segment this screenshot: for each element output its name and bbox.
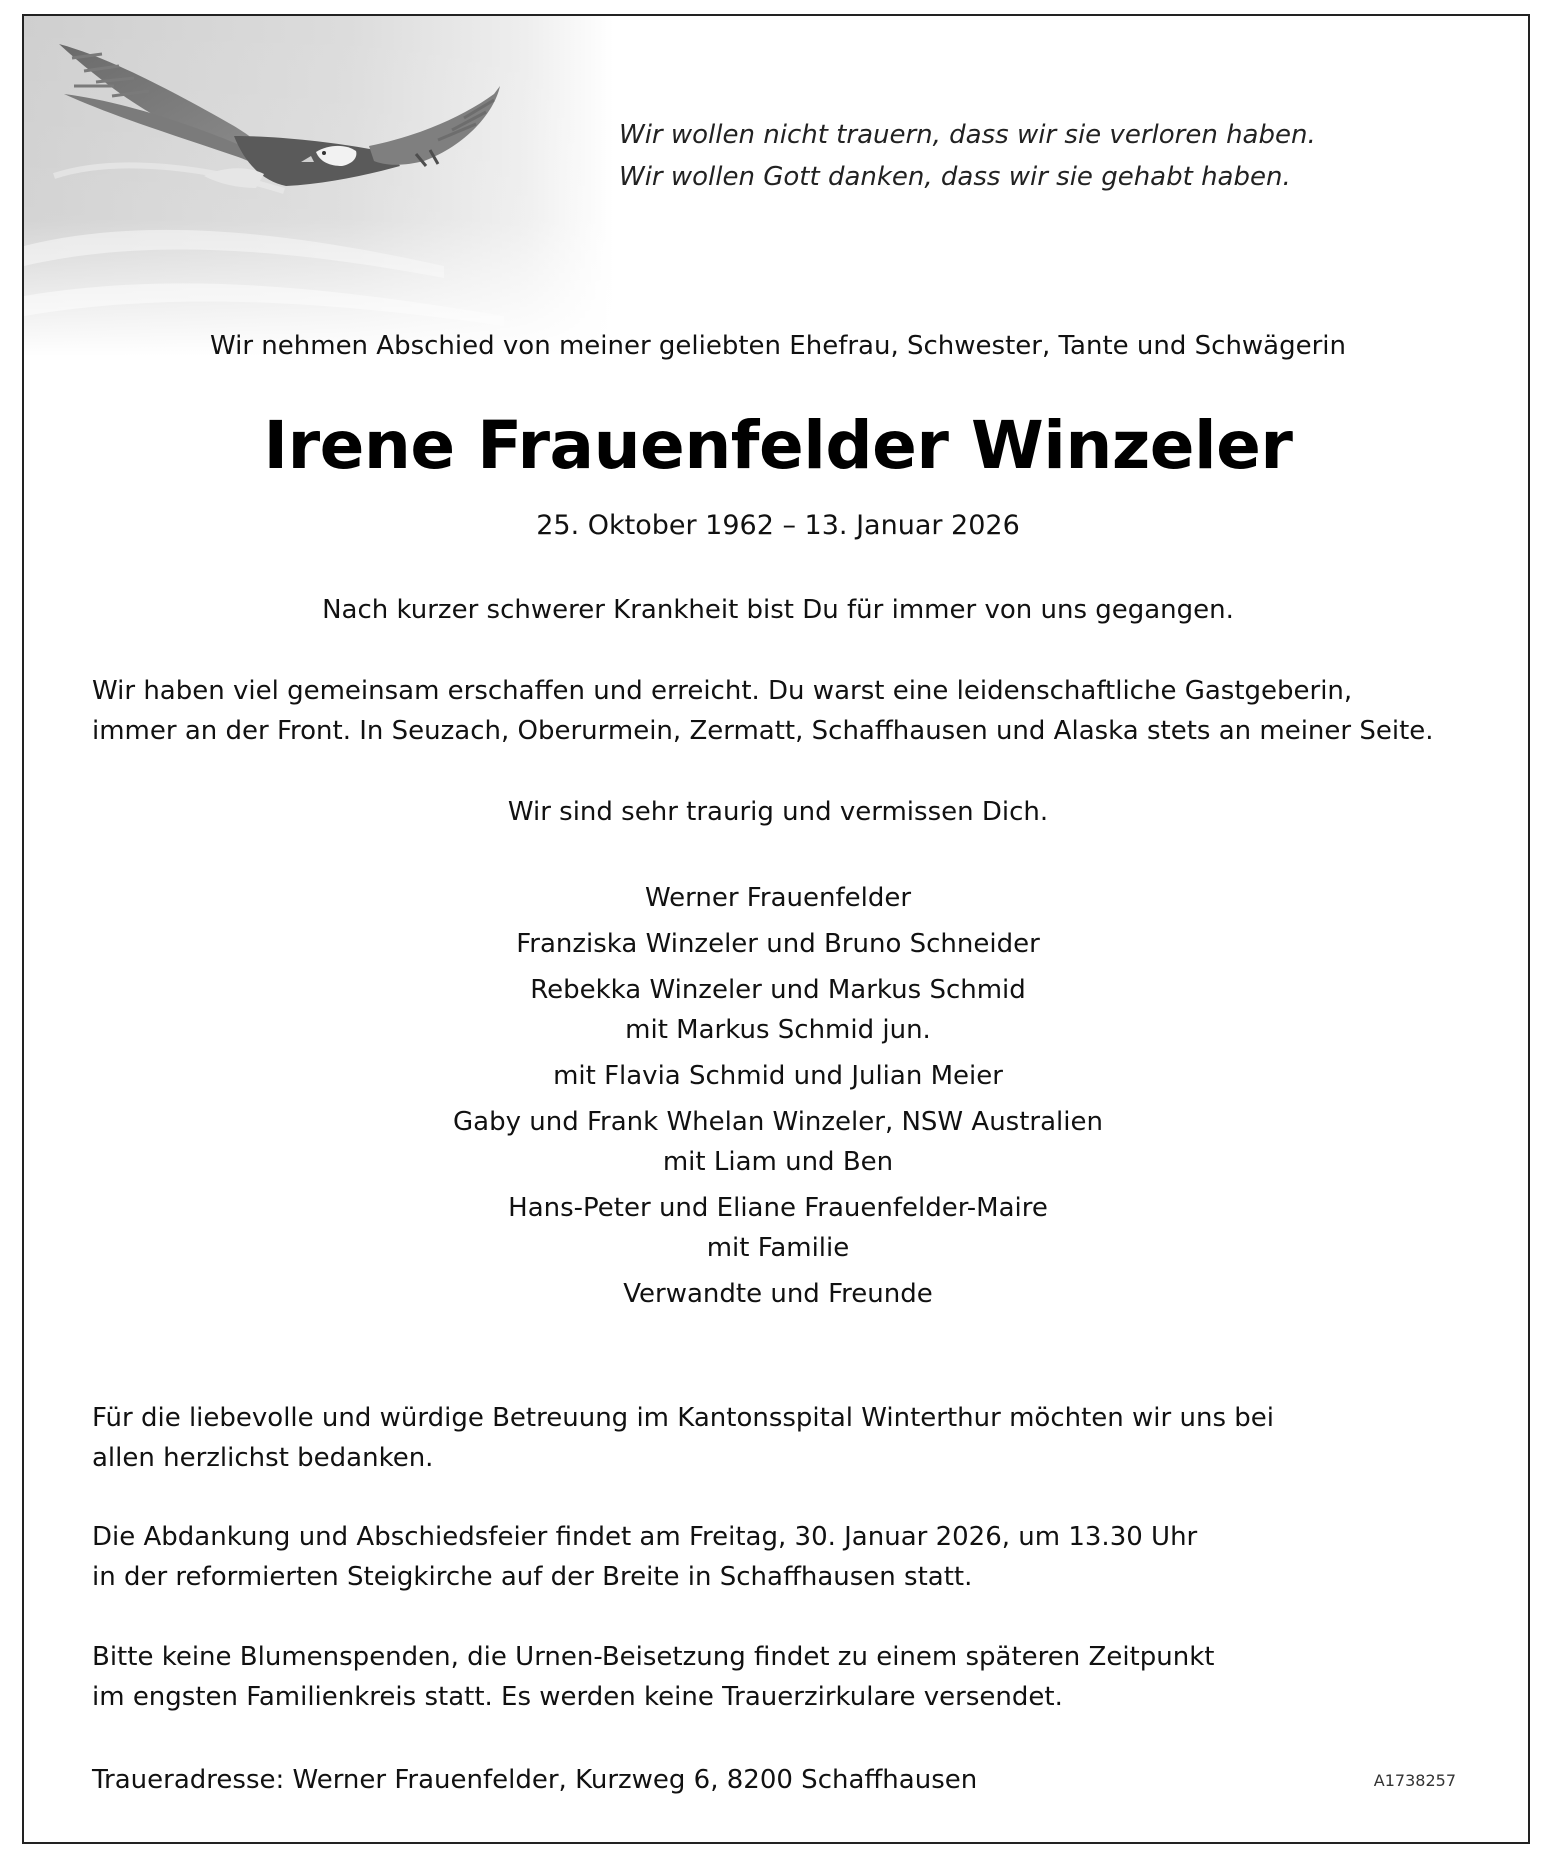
mourner-line: Hans-Peter und Eliane Frauenfelder-Maire xyxy=(508,1193,1048,1223)
shared-life-paragraph xyxy=(92,671,1492,751)
ceremony-line-1: Die Abdankung und Abschiedsfeier findet am Freitag, 30. Januar 2026, um 13.30 Uhr xyxy=(92,1522,1198,1552)
life-dates: 25. Oktober 1962 – 13. Januar 2026 xyxy=(536,510,1020,541)
mourner-line: Rebekka Winzeler und Markus Schmid xyxy=(530,975,1026,1005)
mourner-subline: mit Familie xyxy=(706,1233,850,1263)
thanks-line-2: allen herzlichst bedanken. xyxy=(92,1443,434,1473)
deceased-name: Irene Frauenfelder Winzeler xyxy=(263,407,1293,484)
address-line: Traueradresse: Werner Frauenfelder, Kurzweg 6, 8200 Schaffhausen xyxy=(92,1765,978,1795)
shared-life-line-1: Wir haben viel gemeinsam erschaffen und erreicht. Du warst eine leidenschaftliche Gastgeberin, xyxy=(92,676,1353,706)
mourner-entry xyxy=(24,1274,1530,1314)
flowers-line-1: Bitte keine Blumenspenden, die Urnen-Beisetzung findet zu einem späteren Zeitpunkt xyxy=(92,1642,1215,1672)
obituary-notice xyxy=(22,14,1530,1844)
memorial-quote xyxy=(619,114,1499,198)
mourner-entry xyxy=(24,1056,1530,1096)
ceremony-paragraph xyxy=(92,1517,1492,1597)
mourner-entry xyxy=(24,924,1530,964)
mourner-subline: mit Markus Schmid jun. xyxy=(625,1015,931,1045)
mourner-line: Franziska Winzeler und Bruno Schneider xyxy=(516,929,1040,959)
miss-statement: Wir sind sehr traurig und vermissen Dich. xyxy=(507,797,1049,827)
mourner-entry xyxy=(24,878,1530,918)
quote-line-2: Wir wollen Gott danken, dass wir sie gehabt haben. xyxy=(619,162,1291,192)
mourner-line: mit Flavia Schmid und Julian Meier xyxy=(553,1061,1003,1091)
mourner-subline: mit Liam und Ben xyxy=(662,1147,894,1177)
flowers-line-2: im engsten Familienkreis statt. Es werden keine Trauerzirkulare versendet. xyxy=(92,1682,1063,1712)
reference-code: A1738257 xyxy=(1373,1771,1456,1790)
eagle-photo xyxy=(24,16,614,356)
flowers-paragraph xyxy=(92,1637,1492,1717)
mourner-entry xyxy=(24,970,1530,1050)
illness-statement: Nach kurzer schwerer Krankheit bist Du für immer von uns gegangen. xyxy=(322,595,1234,625)
thanks-line-1: Für die liebevolle und würdige Betreuung im Kantonsspital Winterthur möchten wir uns bei xyxy=(92,1403,1274,1433)
mourner-line: Gaby und Frank Whelan Winzeler, NSW Australien xyxy=(453,1107,1103,1137)
mourner-entry xyxy=(24,1188,1530,1268)
farewell-intro: Wir nehmen Abschied von meiner geliebten Ehefrau, Schwester, Tante und Schwägerin xyxy=(209,331,1347,361)
shared-life-line-2: immer an der Front. In Seuzach, Oberurmein, Zermatt, Schaffhausen und Alaska stets an meiner Seite. xyxy=(92,716,1434,746)
quote-line-1: Wir wollen nicht trauern, dass wir sie verloren haben. xyxy=(619,120,1316,150)
mourner-line: Verwandte und Freunde xyxy=(623,1279,933,1309)
thanks-paragraph xyxy=(92,1398,1492,1478)
mourner-entry xyxy=(24,1102,1530,1182)
ceremony-line-2: in der reformierten Steigkirche auf der Breite in Schaffhausen statt. xyxy=(92,1562,973,1592)
mourning-address xyxy=(92,1760,1492,1800)
mourner-line: Werner Frauenfelder xyxy=(644,883,912,913)
mourners-list xyxy=(24,878,1530,1320)
